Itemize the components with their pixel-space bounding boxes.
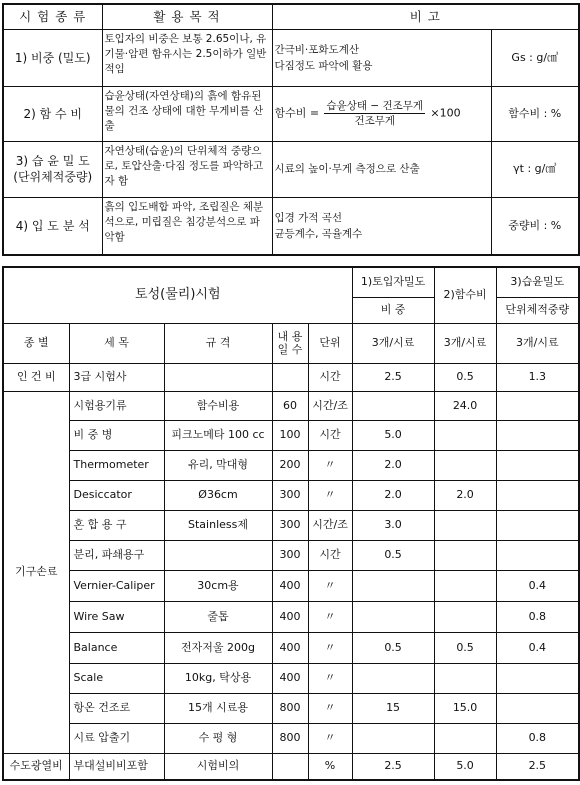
test-purpose: 토입자의 비중은 보통 2.65이나, 유기물·암편 함유시는 2.5이하가 일반적임 [102, 29, 272, 86]
test-purpose: 습윤상태(자연상태)의 흙에 함유된 물의 건조 상태에 대한 무게비를 산출 [102, 86, 272, 141]
row-item: 혼 합 용 구 [69, 510, 164, 540]
row-unit: 〃 [308, 601, 352, 632]
water-content-formula [272, 86, 491, 141]
row-item: Scale [69, 663, 164, 693]
formula-multiplier: ×100 [430, 106, 461, 120]
table-row [3, 480, 579, 510]
row-life-days: 400 [272, 632, 308, 663]
row-spec: 수 평 형 [164, 723, 272, 753]
row-value-water-content: 2.0 [434, 480, 496, 510]
table-row [3, 693, 579, 723]
row-spec: 전자저울 200g [164, 632, 272, 663]
table-row [3, 363, 579, 391]
test-unit: 함수비 : % [491, 86, 579, 141]
row-life-days: 300 [272, 540, 308, 570]
table-row [3, 753, 579, 780]
test-name: 2) 함 수 비 [3, 86, 102, 141]
remark-line: 균등계수, 곡율계수 [274, 227, 363, 240]
row-spec: 피크노메타 100 cc [164, 420, 272, 450]
row-value-wet-density: 0.4 [496, 632, 579, 663]
row-unit: 시간/조 [308, 391, 352, 420]
row-unit: 〃 [308, 570, 352, 601]
row-unit: 〃 [308, 663, 352, 693]
col-test-wet-density: 3)습윤밀도 [496, 267, 579, 297]
row-value-wet-density [496, 663, 579, 693]
row-type-group: 기구손료 [3, 391, 69, 753]
header-row [3, 4, 579, 29]
table-row [3, 723, 579, 753]
row-value-water-content [434, 420, 496, 450]
test-remark [272, 29, 491, 86]
row-life-days: 300 [272, 510, 308, 540]
row-life-days: 400 [272, 570, 308, 601]
remark-line: 간극비·포화도계산 [274, 43, 359, 56]
row-unit: 〃 [308, 632, 352, 663]
test-name-line: 3) 습 윤 밀 도 [15, 154, 90, 168]
test-name-line: (단위체적중량) [13, 170, 93, 184]
header-item: 세 목 [69, 323, 164, 363]
test-unit: 중량비 : % [491, 197, 579, 255]
row-item: Vernier-Caliper [69, 570, 164, 601]
row-life-days: 800 [272, 723, 308, 753]
table-row [3, 510, 579, 540]
test-unit: Gs : g/㎤ [491, 29, 579, 86]
row-life-days: 60 [272, 391, 308, 420]
table-row [3, 540, 579, 570]
row-value-particle-density: 2.0 [352, 480, 434, 510]
row-value-water-content: 0.5 [434, 363, 496, 391]
row-unit: 시간/조 [308, 510, 352, 540]
row-value-water-content [434, 510, 496, 540]
row-spec: 유리, 막대형 [164, 450, 272, 480]
table-title: 토성(물리)시험 [3, 267, 352, 323]
row-spec [164, 363, 272, 391]
table-row [3, 86, 579, 141]
row-life-days: 300 [272, 480, 308, 510]
row-item: 시료 압출기 [69, 723, 164, 753]
remark-line: 다짐정도 파악에 활용 [274, 59, 373, 72]
header-type: 종 별 [3, 323, 69, 363]
test-purpose: 흙의 입도배합 파악, 조립질은 체분석으로, 미립질은 침강분석으로 파악함 [102, 197, 272, 255]
row-value-water-content [434, 601, 496, 632]
header-life-days: 내 용 일 수 [272, 323, 308, 363]
row-spec: Stainless제 [164, 510, 272, 540]
test-remark: 시료의 높이·무게 측정으로 산출 [272, 141, 491, 197]
row-value-wet-density [496, 480, 579, 510]
table-row [3, 450, 579, 480]
header-test-type: 시 험 종 류 [3, 4, 102, 29]
row-value-particle-density [352, 663, 434, 693]
row-value-water-content [434, 450, 496, 480]
row-spec: 30cm용 [164, 570, 272, 601]
header-per-sample: 3개/시료 [434, 323, 496, 363]
row-value-particle-density: 15 [352, 693, 434, 723]
remark-line: 입경 가적 곡선 [274, 211, 343, 224]
title-row [3, 267, 579, 297]
row-value-wet-density: 0.8 [496, 601, 579, 632]
test-name [3, 141, 102, 197]
row-value-particle-density: 0.5 [352, 632, 434, 663]
col-sub-unit-weight: 단위체적중량 [496, 297, 579, 323]
row-value-particle-density: 2.5 [352, 363, 434, 391]
row-item: 부대설비비포함 [69, 753, 164, 780]
table-row [3, 632, 579, 663]
table-row [3, 29, 579, 86]
formula-denominator: 건조무게 [354, 115, 396, 127]
row-value-water-content [434, 570, 496, 601]
row-value-particle-density: 3.0 [352, 510, 434, 540]
row-value-wet-density [496, 540, 579, 570]
formula-lhs: 함수비 = [274, 106, 320, 120]
row-value-particle-density: 2.0 [352, 450, 434, 480]
formula-numerator: 습윤상태 − 건조무게 [326, 100, 424, 112]
row-item: 항온 건조로 [69, 693, 164, 723]
row-item: Wire Saw [69, 601, 164, 632]
row-life-days [272, 753, 308, 780]
row-value-wet-density [496, 450, 579, 480]
row-value-particle-density: 0.5 [352, 540, 434, 570]
row-unit: % [308, 753, 352, 780]
row-item: 3급 시험사 [69, 363, 164, 391]
test-purpose-table [2, 3, 580, 256]
row-type: 수도광열비 [3, 753, 69, 780]
row-value-wet-density [496, 420, 579, 450]
row-life-days: 100 [272, 420, 308, 450]
row-spec: 15개 시료용 [164, 693, 272, 723]
row-item: 비 중 병 [69, 420, 164, 450]
header-purpose: 활 용 목 적 [102, 4, 272, 29]
header-row [3, 323, 579, 363]
row-value-particle-density [352, 391, 434, 420]
row-value-wet-density [496, 693, 579, 723]
test-name: 1) 비중 (밀도) [3, 29, 102, 86]
row-life-days: 400 [272, 601, 308, 632]
header-per-sample: 3개/시료 [352, 323, 434, 363]
row-item: 분리, 파쇄용구 [69, 540, 164, 570]
row-life-days [272, 363, 308, 391]
row-spec: 줄톱 [164, 601, 272, 632]
header-unit: 단위 [308, 323, 352, 363]
row-value-water-content: 0.5 [434, 632, 496, 663]
row-value-water-content [434, 663, 496, 693]
table-row [3, 570, 579, 601]
row-value-wet-density: 1.3 [496, 363, 579, 391]
row-value-water-content [434, 723, 496, 753]
row-value-water-content: 5.0 [434, 753, 496, 780]
row-value-wet-density [496, 391, 579, 420]
test-name: 4) 입 도 분 석 [3, 197, 102, 255]
test-remark [272, 197, 491, 255]
row-unit: 시간 [308, 363, 352, 391]
row-value-water-content [434, 540, 496, 570]
row-life-days: 800 [272, 693, 308, 723]
row-spec: Ø36cm [164, 480, 272, 510]
row-unit: 〃 [308, 480, 352, 510]
col-test-particle-density: 1)토입자밀도 [352, 267, 434, 297]
row-item: 시험용기류 [69, 391, 164, 420]
row-item: Balance [69, 632, 164, 663]
row-item: Desiccator [69, 480, 164, 510]
table-row [3, 420, 579, 450]
row-spec: 함수비용 [164, 391, 272, 420]
row-value-particle-density [352, 723, 434, 753]
header-spec: 규 격 [164, 323, 272, 363]
row-life-days: 400 [272, 663, 308, 693]
row-value-wet-density: 0.4 [496, 570, 579, 601]
row-item: Thermometer [69, 450, 164, 480]
row-value-particle-density: 2.5 [352, 753, 434, 780]
row-spec [164, 540, 272, 570]
row-value-wet-density: 0.8 [496, 723, 579, 753]
row-unit: 시간 [308, 540, 352, 570]
row-value-particle-density: 5.0 [352, 420, 434, 450]
table-row [3, 601, 579, 632]
test-purpose: 자연상태(습윤)의 단위체적 중량으로, 토압산출·다짐 정도를 파악하고자 함 [102, 141, 272, 197]
row-value-water-content: 24.0 [434, 391, 496, 420]
row-unit: 〃 [308, 450, 352, 480]
table-row [3, 391, 579, 420]
table-row [3, 141, 579, 197]
row-type: 인 건 비 [3, 363, 69, 391]
row-spec: 시험비의 [164, 753, 272, 780]
table-row [3, 197, 579, 255]
cost-table [2, 266, 580, 781]
row-unit: 시간 [308, 420, 352, 450]
header-per-sample: 3개/시료 [496, 323, 579, 363]
row-unit: 〃 [308, 693, 352, 723]
row-value-water-content: 15.0 [434, 693, 496, 723]
col-test-water-content: 2)함수비 [434, 267, 496, 323]
table-row [3, 663, 579, 693]
test-unit: γt : g/㎤ [491, 141, 579, 197]
formula-fraction [324, 99, 425, 128]
row-life-days: 200 [272, 450, 308, 480]
header-remarks: 비 고 [272, 4, 579, 29]
col-sub-specific-gravity: 비 중 [352, 297, 434, 323]
row-value-particle-density [352, 570, 434, 601]
row-value-wet-density: 2.5 [496, 753, 579, 780]
row-value-wet-density [496, 510, 579, 540]
row-value-particle-density [352, 601, 434, 632]
row-unit: 〃 [308, 723, 352, 753]
row-spec: 10kg, 탁상용 [164, 663, 272, 693]
